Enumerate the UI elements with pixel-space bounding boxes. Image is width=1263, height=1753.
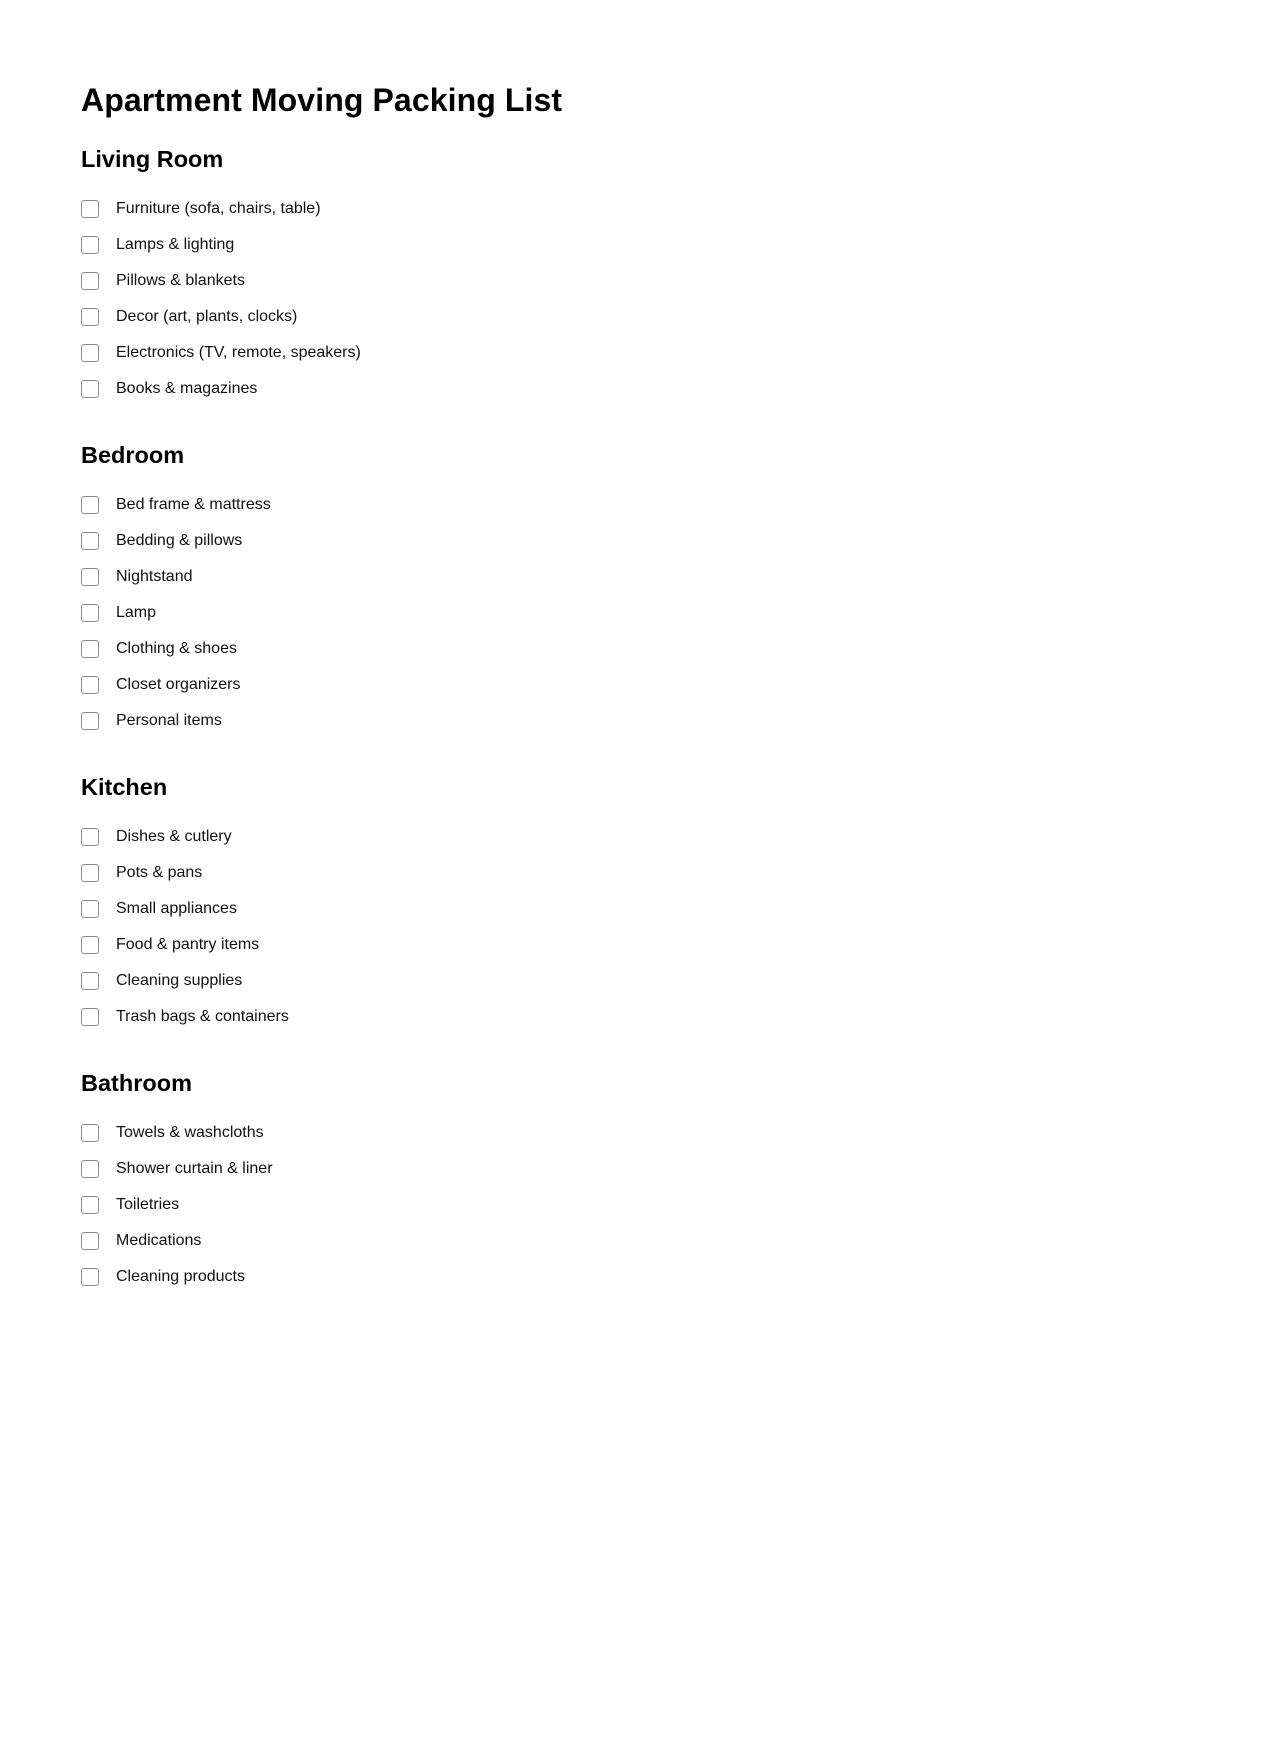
- checklist-item-label: Clothing & shoes: [116, 640, 237, 657]
- checklist-item-label: Bedding & pillows: [116, 532, 243, 549]
- checklist-item-label: Food & pantry items: [116, 936, 260, 953]
- checklist-item[interactable]: [81, 891, 1181, 927]
- checklist-item[interactable]: [81, 855, 1181, 891]
- section-title: Bedroom: [81, 442, 185, 468]
- checkbox[interactable]: [81, 676, 99, 694]
- checklist-item[interactable]: [81, 963, 1181, 999]
- checklist: [81, 191, 1181, 407]
- checklist-item[interactable]: [81, 819, 1181, 855]
- checklist-item[interactable]: [81, 927, 1181, 963]
- checklist-item-label: Bed frame & mattress: [116, 496, 271, 513]
- checklist-item[interactable]: [81, 1187, 1181, 1223]
- checklist: [81, 1115, 1181, 1298]
- checklist-item-label: Toiletries: [116, 1196, 180, 1213]
- checkbox[interactable]: [81, 1232, 99, 1250]
- checklist-item-label: Decor (art, plants, clocks): [116, 308, 298, 325]
- checklist-item-label: Electronics (TV, remote, speakers): [116, 344, 361, 361]
- checklist-item[interactable]: [81, 371, 1181, 407]
- checklist-item[interactable]: [81, 667, 1181, 703]
- section-title: Kitchen: [81, 774, 168, 800]
- checklist-item-label: Personal items: [116, 712, 222, 729]
- checklist-item-label: Furniture (sofa, chairs, table): [116, 200, 321, 217]
- checkbox[interactable]: [81, 236, 99, 254]
- checklist-item[interactable]: [81, 1115, 1181, 1151]
- checklist-item[interactable]: [81, 523, 1181, 559]
- checklist-item-label: Nightstand: [116, 568, 193, 585]
- sections-container: [81, 144, 1181, 1298]
- checkbox[interactable]: [81, 936, 99, 954]
- checkbox[interactable]: [81, 640, 99, 658]
- section-title: Living Room: [81, 146, 224, 172]
- checklist-item[interactable]: [81, 263, 1181, 299]
- section-bedroom: [81, 440, 1181, 739]
- checklist-item[interactable]: [81, 559, 1181, 595]
- section-title: Bathroom: [81, 1070, 192, 1096]
- checklist-item-label: Small appliances: [116, 900, 237, 917]
- checklist-item-label: Pillows & blankets: [116, 272, 245, 289]
- checkbox[interactable]: [81, 568, 99, 586]
- checklist-item[interactable]: [81, 631, 1181, 667]
- checkbox[interactable]: [81, 972, 99, 990]
- checklist-item[interactable]: [81, 1295, 1181, 1298]
- checklist: [81, 487, 1181, 739]
- checklist-item[interactable]: [81, 335, 1181, 371]
- checklist-item[interactable]: [81, 299, 1181, 335]
- checkbox[interactable]: [81, 1008, 99, 1026]
- checkbox[interactable]: [81, 532, 99, 550]
- checklist-item-label: Towels & washcloths: [116, 1124, 264, 1141]
- checklist-item[interactable]: [81, 999, 1181, 1035]
- checklist-item[interactable]: [81, 191, 1181, 227]
- checklist-item-label: Cleaning products: [116, 1268, 245, 1285]
- checklist-item[interactable]: [81, 1223, 1181, 1259]
- checkbox[interactable]: [81, 1124, 99, 1142]
- checklist-item[interactable]: [81, 595, 1181, 631]
- checklist-item[interactable]: [81, 1259, 1181, 1295]
- section-bathroom: [81, 1068, 1181, 1298]
- checklist-item-label: Cleaning supplies: [116, 972, 243, 989]
- checkbox[interactable]: [81, 380, 99, 398]
- section-kitchen: [81, 772, 1181, 1035]
- checkbox[interactable]: [81, 604, 99, 622]
- checklist-item-label: Closet organizers: [116, 676, 241, 693]
- section-living-room: [81, 144, 1181, 407]
- checklist-item-label: Trash bags & containers: [116, 1008, 289, 1025]
- checkbox[interactable]: [81, 864, 99, 882]
- checklist-item-label: Shower curtain & liner: [116, 1160, 273, 1177]
- checklist-item-label: Medications: [116, 1232, 202, 1249]
- checkbox[interactable]: [81, 1160, 99, 1178]
- checklist-item[interactable]: [81, 1151, 1181, 1187]
- checkbox[interactable]: [81, 900, 99, 918]
- checklist-item[interactable]: [81, 487, 1181, 523]
- checkbox[interactable]: [81, 308, 99, 326]
- page-title: Apartment Moving Packing List: [81, 82, 563, 118]
- packing-list-page: [81, 80, 1181, 1298]
- checkbox[interactable]: [81, 344, 99, 362]
- checklist-item-label: Lamp: [116, 604, 157, 621]
- checkbox[interactable]: [81, 496, 99, 514]
- checkbox[interactable]: [81, 1196, 99, 1214]
- checklist-item-label: Pots & pans: [116, 864, 203, 881]
- checklist-item-label: Dishes & cutlery: [116, 828, 232, 845]
- checklist-item[interactable]: [81, 703, 1181, 739]
- checklist-item[interactable]: [81, 227, 1181, 263]
- checkbox[interactable]: [81, 712, 99, 730]
- checkbox[interactable]: [81, 828, 99, 846]
- checklist-item-label: Lamps & lighting: [116, 236, 235, 253]
- checkbox[interactable]: [81, 272, 99, 290]
- checklist-item-label: Books & magazines: [116, 380, 258, 397]
- checkbox[interactable]: [81, 1268, 99, 1286]
- checkbox[interactable]: [81, 200, 99, 218]
- checklist: [81, 819, 1181, 1035]
